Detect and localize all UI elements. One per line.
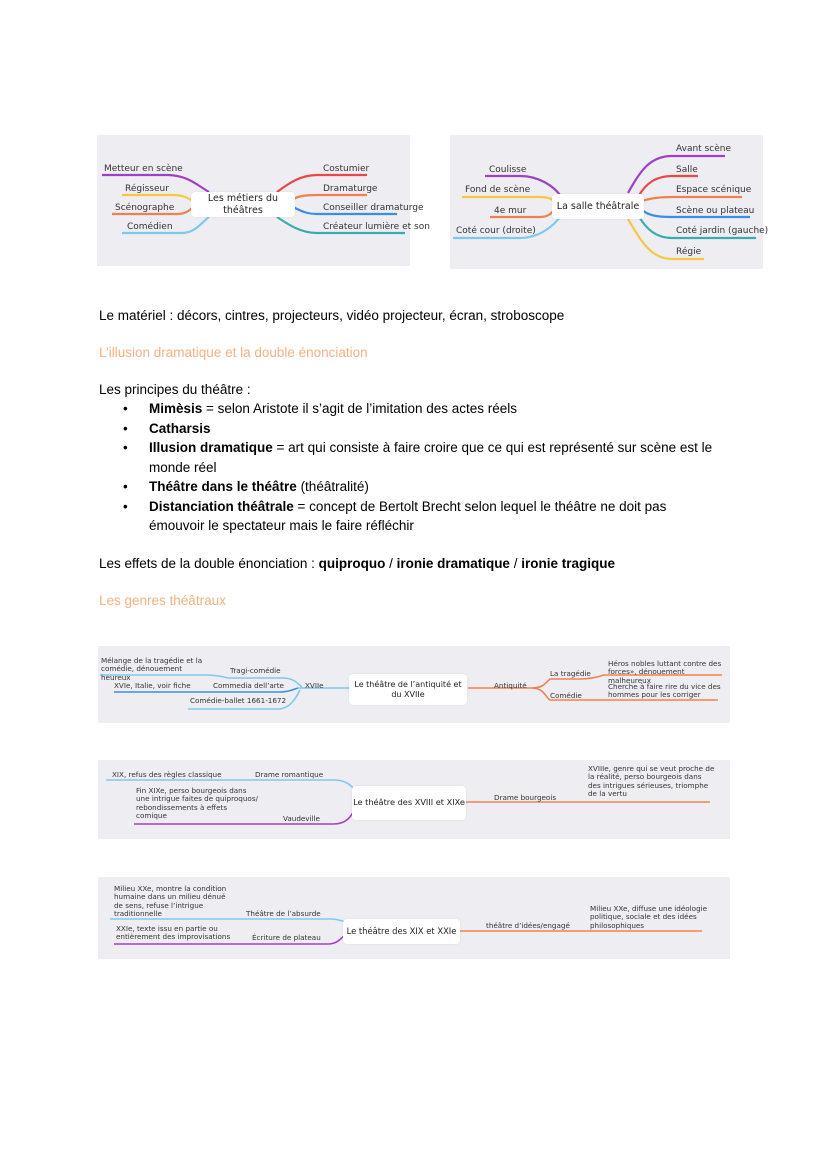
- metier-createur-lumiere: Créateur lumière et son: [323, 222, 430, 232]
- principe-term: Mimèsis: [149, 401, 203, 416]
- salle-cote-jardin: Coté jardin (gauche): [676, 226, 769, 236]
- vaudeville: Vaudeville: [283, 814, 320, 823]
- salle-fond-de-scene: Fond de scène: [465, 185, 531, 195]
- tragedie-desc: Héros nobles luttant contre des forces», dénouement malheureux: [608, 659, 722, 685]
- bullet-icon: •: [123, 440, 128, 455]
- salle-scene-plateau: Scène ou plateau: [676, 206, 755, 216]
- principe-term: Théâtre dans le théâtre: [149, 479, 297, 494]
- antiquite-label: Antiquité: [494, 681, 527, 690]
- effets-sep: /: [509, 556, 522, 571]
- mindmap-xviii-center: Le théâtre des XVIII et XIXe: [352, 786, 466, 820]
- bullet-icon: •: [123, 401, 128, 416]
- materiel-text: Le matériel : décors, cintres, projecteurs, vidéo projecteur, écran, stroboscope: [99, 308, 565, 323]
- mindmap-salle: [450, 135, 769, 269]
- principe-def: = art qui consiste à faire croire que ce qui est représenté sur scène est le: [272, 440, 713, 455]
- metier-dramaturge: Dramaturge: [323, 184, 378, 194]
- comedie-label: Comédie: [550, 691, 582, 700]
- principe-term: Distanciation théâtrale: [149, 498, 294, 514]
- comedie-desc: Cherche à faire rire du vice des hommes pour les corriger: [608, 682, 721, 700]
- ecriture-plateau: Écriture de plateau: [252, 933, 321, 942]
- principe-illusion: [99, 438, 739, 477]
- salle-avant-scene: Avant scène: [676, 144, 731, 154]
- bullet-icon: •: [123, 479, 128, 494]
- bullet-icon: •: [123, 420, 128, 436]
- mindmap-xix-center: Le théâtre des XIX et XXIe: [343, 919, 460, 944]
- bullet-icon: •: [123, 498, 128, 514]
- commedia-dell-arte: Commedia dell’arte: [213, 681, 284, 690]
- plateau-desc: XXIe, texte issu en partie ou entièrement des improvisations: [116, 924, 231, 942]
- principe-term: Illusion dramatique: [149, 440, 273, 455]
- salle-coulisse: Coulisse: [489, 165, 527, 175]
- principe-mimesis: [99, 399, 739, 419]
- mindmap-antiquite-center: Le théâtre de l’antiquité et du XVIIe: [349, 674, 467, 705]
- idees-desc: Milieu XXe, diffuse une idéologie politique, sociale et des idées philosophiques: [590, 904, 708, 930]
- mindmap-metiers-center: Les métiers du théâtres: [191, 192, 295, 217]
- principe-def: (théâtralité): [296, 479, 369, 494]
- effet-ironie-dramatique: ironie dramatique: [396, 556, 510, 571]
- mindmap-salle-center: La salle théâtrale: [552, 194, 644, 219]
- metier-comedien: Comédien: [127, 222, 173, 232]
- mindmap-antiquite: [98, 646, 730, 723]
- effet-ironie-tragique: ironie tragique: [521, 556, 615, 571]
- metier-metteur-en-scene: Metteur en scène: [104, 164, 183, 174]
- salle-salle: Salle: [676, 165, 698, 175]
- heading-illusion: L’illusion dramatique et la double énonciation: [99, 345, 368, 360]
- metier-regisseur: Régisseur: [125, 184, 169, 194]
- mindmap-metiers: [97, 135, 430, 266]
- drame-romantique-desc: XIX, refus des règles classique: [112, 770, 222, 779]
- metier-conseiller-dramaturge: Conseiller dramaturge: [323, 203, 424, 213]
- metier-scenographe: Scénographe: [115, 203, 175, 213]
- vaudeville-desc: Fin XIXe, perso bourgeois dans une intrigue faites de quiproquos/ rebondissements à effets comique: [136, 786, 258, 820]
- principe-theatre-dans-theatre: [99, 477, 739, 497]
- tragi-comedie: Tragi-comédie: [230, 666, 281, 675]
- metier-costumier: Costumier: [323, 164, 370, 174]
- principe-def: = selon Aristote il s’agit de l’imitation des actes réels: [202, 401, 518, 416]
- tragedie-label: La tragédie: [550, 669, 591, 678]
- effets-text: [99, 554, 615, 573]
- comedie-ballet: Comédie-ballet 1661-1672: [190, 696, 287, 705]
- principes-intro: Les principes du théâtre :: [99, 382, 251, 397]
- effets-prefix: Les effets de la double énonciation :: [99, 556, 319, 571]
- salle-regie: Régie: [676, 247, 702, 257]
- principe-term: Catharsis: [149, 420, 211, 436]
- principes-list: [99, 399, 739, 536]
- commedia-desc: XVIe, Italie, voir fiche: [114, 681, 191, 690]
- principe-def-cont: émouvoir le spectateur mais le faire réfléchir: [149, 518, 414, 533]
- salle-4e-mur: 4e mur: [494, 206, 527, 216]
- principe-def: = concept de Bertolt Brecht selon lequel le théâtre ne doit pas: [293, 498, 667, 514]
- theatre-idees: théâtre d’idées/engagé: [486, 921, 570, 930]
- xviie-label: XVIIe: [305, 681, 324, 690]
- absurde-desc: Milieu XXe, montre la condition humaine dans un milieu dénué de sens, refuse l’intrigue traditionnelle: [114, 884, 227, 918]
- mindmap-xix: [98, 877, 730, 959]
- heading-genres: Les genres théâtraux: [99, 593, 226, 608]
- effet-quiproquo: quiproquo: [318, 556, 386, 571]
- effets-sep: /: [385, 556, 397, 571]
- theatre-absurde: Théâtre de l’absurde: [246, 909, 321, 918]
- drame-bourgeois: Drame bourgeois: [494, 793, 557, 802]
- principe-catharsis: [99, 419, 739, 439]
- salle-espace-scenique: Espace scénique: [676, 185, 752, 195]
- principe-distanciation: [99, 497, 739, 536]
- mindmap-xviii: [98, 760, 730, 839]
- drame-romantique: Drame romantique: [255, 770, 324, 779]
- drame-bourgeois-desc: XVIIIe, genre qui se veut proche de la réalité, perso bourgeois dans des intrigues sérieuses, triomphe de la vertu: [588, 764, 715, 798]
- tragi-comedie-desc: Mélange de la tragédie et la comédie, dénouement heureux: [101, 656, 203, 682]
- salle-cote-cour: Coté cour (droite): [456, 226, 536, 236]
- principe-def-cont: monde réel: [149, 459, 217, 475]
